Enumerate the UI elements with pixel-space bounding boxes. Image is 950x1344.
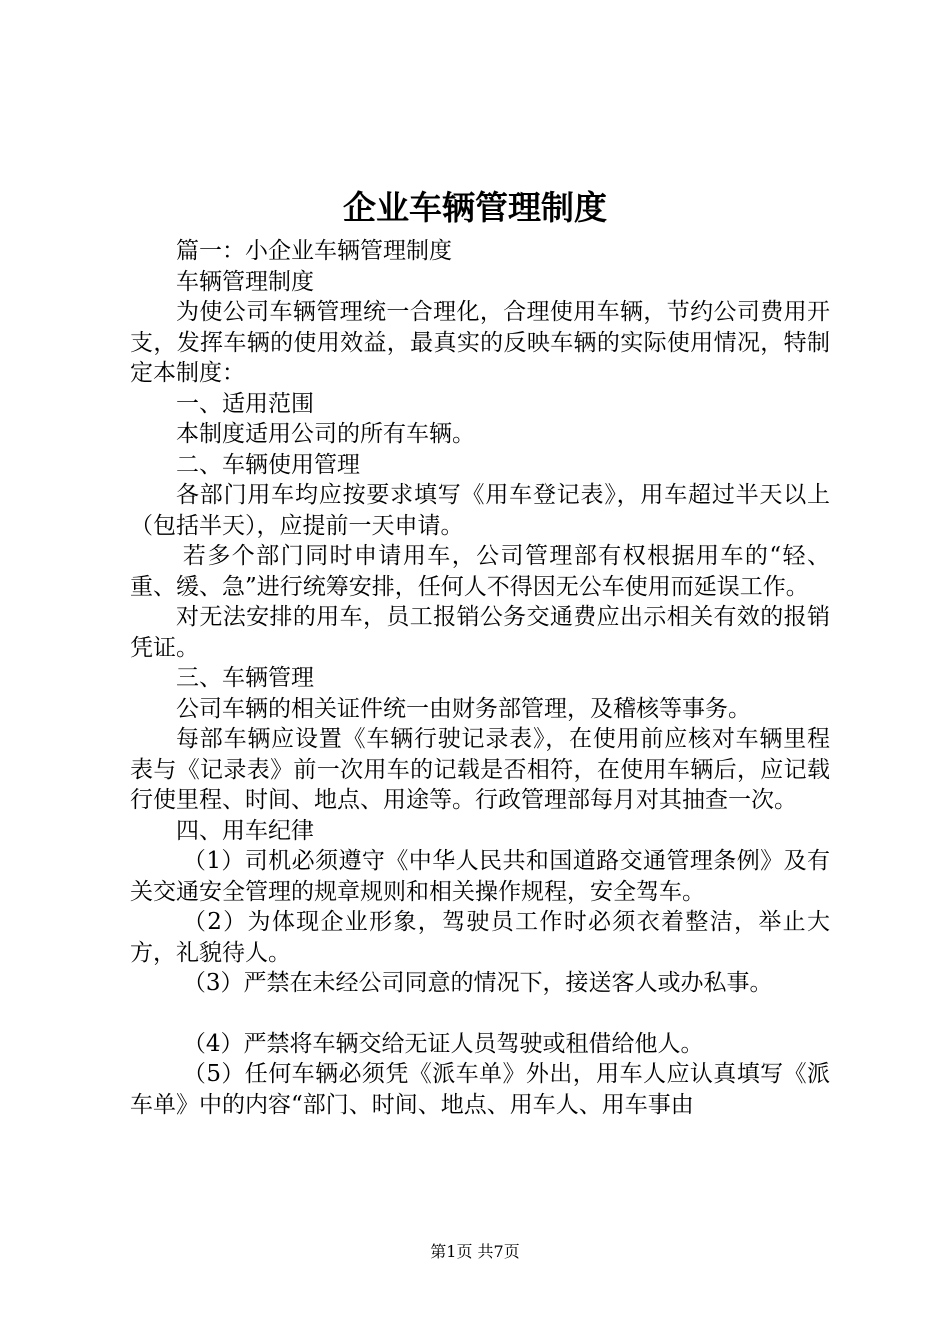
paragraph-scope: 本制度适用公司的所有车辆。 bbox=[176, 421, 475, 447]
rule-item-5: （5）任何车辆必须凭《派车单》外出，用车人应认真填写《派车单》中的内容“部门、时间、地点、用车人、用车事由 bbox=[130, 1061, 830, 1118]
document-title: 企业车辆管理制度 bbox=[343, 188, 607, 227]
paragraph-usage-2: 若多个部门同时申请用车，公司管理部有权根据用车的“轻、重、缓、急”进行统筹安排，任何人不得因无公车使用而延误工作。 bbox=[130, 543, 830, 600]
subtitle: 车辆管理制度 bbox=[176, 268, 314, 295]
rule-item-2: （2）为体现企业形象，驾驶员工作时必须衣着整洁，举止大方，礼貌待人。 bbox=[130, 909, 830, 966]
rule-item-1: （1）司机必须遵守《中华人民共和国道路交通管理条例》及有关交通安全管理的规章规则和相关操作规程，安全驾车。 bbox=[130, 848, 830, 905]
rule-item-3: （3）严禁在未经公司同意的情况下，接送客人或办私事。 bbox=[182, 970, 773, 996]
heading-scope: 一、适用范围 bbox=[176, 390, 314, 417]
paragraph-management-2: 每部车辆应设置《车辆行驶记录表》，在使用前应核对车辆里程表与《记录表》前一次用车的记载是否相符，在使用车辆后，应记载行使里程、时间、地点、用途等。行政管理部每月对其抽查一次。 bbox=[130, 726, 830, 813]
heading-usage: 二、车辆使用管理 bbox=[176, 451, 360, 478]
paragraph-management-1: 公司车辆的相关证件统一由财务部管理，及稽核等事务。 bbox=[176, 695, 751, 722]
paragraph-usage-3: 对无法安排的用车，员工报销公务交通费应出示相关有效的报销凭证。 bbox=[130, 604, 830, 661]
intro-paragraph: 为使公司车辆管理统一合理化，合理使用车辆，节约公司费用开支，发挥车辆的使用效益，最真实的反映车辆的实际使用情况，特制定本制度： bbox=[130, 299, 830, 386]
section-heading: 篇一：小企业车辆管理制度 bbox=[176, 238, 452, 264]
rule-item-4: （4）严禁将车辆交给无证人员驾驶或租借给他人。 bbox=[182, 1030, 704, 1057]
document-body bbox=[130, 236, 830, 1120]
heading-vehicle-management: 三、车辆管理 bbox=[176, 665, 314, 691]
heading-discipline: 四、用车纪律 bbox=[176, 817, 314, 844]
page-footer: 第1页 共7页 bbox=[430, 1242, 520, 1261]
paragraph-usage-1: 各部门用车均应按要求填写《用车登记表》，用车超过半天以上（包括半天），应提前一天申请。 bbox=[130, 482, 830, 539]
